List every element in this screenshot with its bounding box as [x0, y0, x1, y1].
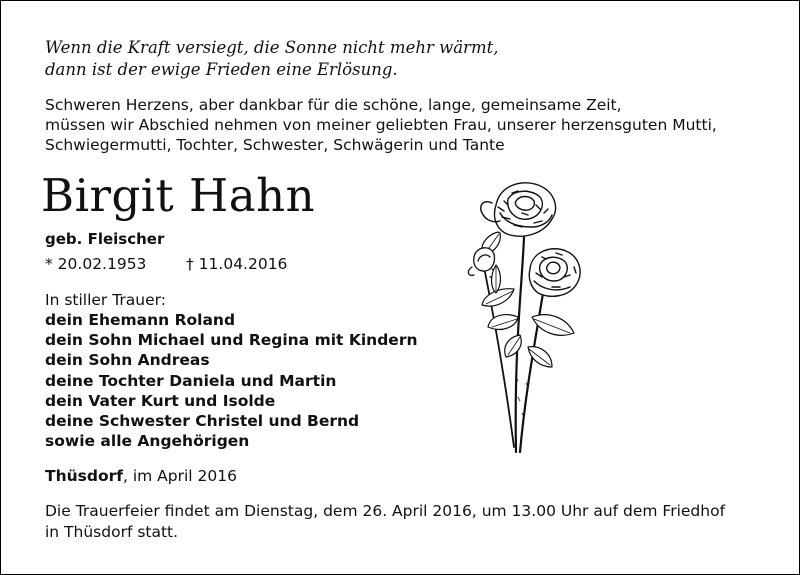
- place-date-text: , im April 2016: [123, 467, 237, 485]
- intro-line: müssen wir Abschied nehmen von meiner geliebten Frau, unserer herzensguten Mutti,: [45, 116, 717, 134]
- intro-text: [45, 95, 717, 155]
- intro-line: Schweren Herzens, aber dankbar für die schöne, lange, gemeinsame Zeit,: [45, 96, 622, 114]
- intro-line: Schwiegermutti, Tochter, Schwester, Schwägerin und Tante: [45, 136, 505, 154]
- mourner-item: sowie alle Angehörigen: [45, 432, 250, 451]
- birth-date: * 20.02.1953: [45, 255, 147, 273]
- mourner-item: dein Sohn Andreas: [45, 351, 210, 370]
- place-town: Thüsdorf: [45, 467, 123, 485]
- funeral-info: [45, 501, 725, 543]
- maiden-name: geb. Fleischer: [45, 230, 165, 248]
- poem: [45, 37, 498, 81]
- mourner-item: dein Sohn Michael und Regina mit Kindern: [45, 331, 418, 350]
- place-date: [45, 467, 237, 485]
- mourner-item: deine Tochter Daniela und Martin: [45, 371, 337, 390]
- mourner-item: dein Vater Kurt und Isolde: [45, 391, 276, 410]
- mourner-item: dein Ehemann Roland: [45, 311, 236, 329]
- mourner-item: deine Schwester Christel und Bernd: [45, 412, 360, 431]
- poem-line: Wenn die Kraft versiegt, die Sonne nicht mehr wärmt,: [45, 38, 499, 57]
- mourners-list: [45, 310, 418, 451]
- funeral-line: Die Trauerfeier findet am Dienstag, dem 26. April 2016, um 13.00 Uhr auf dem Friedhof: [45, 502, 726, 520]
- mourning-heading: In stiller Trauer:: [45, 291, 166, 309]
- death-date: † 11.04.2016: [186, 255, 288, 273]
- deceased-name: Birgit Hahn: [41, 169, 316, 222]
- poem-line: dann ist der ewige Frieden eine Erlösung.: [45, 60, 398, 79]
- funeral-line: in Thüsdorf statt.: [45, 523, 179, 541]
- rose-illustration-icon: [456, 177, 586, 457]
